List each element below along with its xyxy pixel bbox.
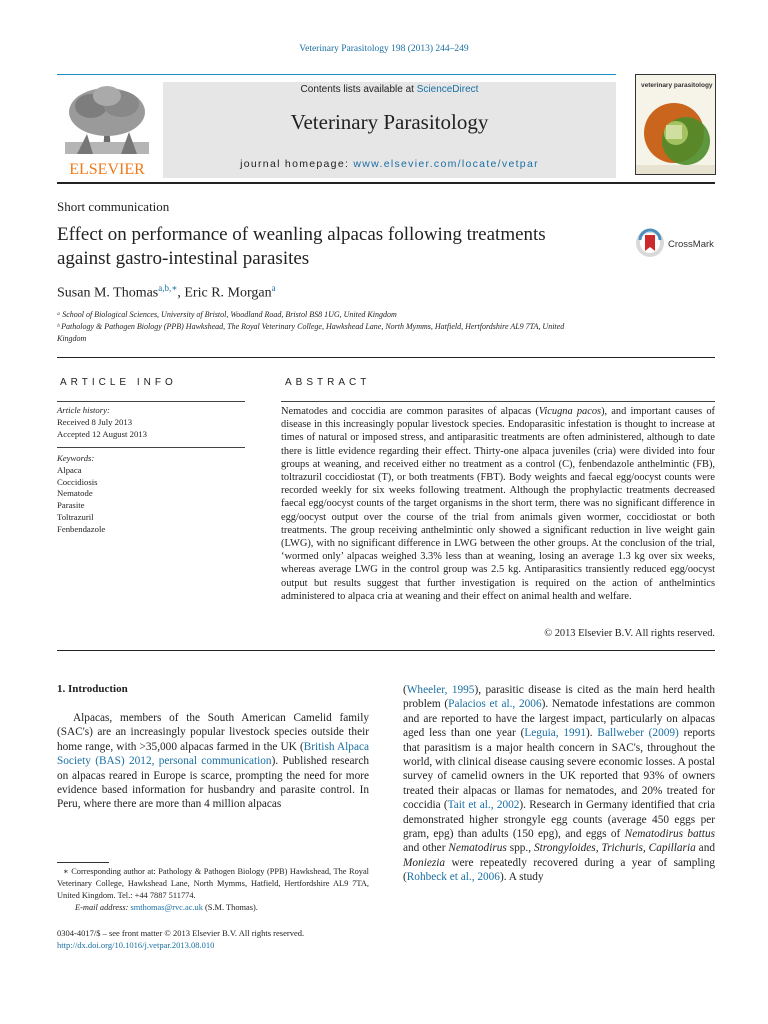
publisher-name: ELSEVIER [69,161,145,176]
keyword: Parasite [57,500,85,511]
front-matter [57,927,387,951]
intro-text: ). [586,727,598,740]
citation-link[interactable]: Tait et al., 2002 [447,799,520,812]
keyword: Alpaca [57,464,82,475]
email-label: E-mail address: [75,903,129,912]
article-title: Effect on performance of weanling alpacas following treatments against gastro-intestinal parasites [57,224,546,269]
species-name: Moniezia [403,856,446,869]
journal-cover[interactable] [635,74,716,175]
author-name: Eric R. Morgan [184,285,272,301]
masthead-rule [57,182,715,184]
email-suffix: (S.M. Thomas). [202,903,258,912]
citation-link[interactable]: Rohbeck et al., 2006 [406,871,500,884]
cover-image-icon [636,75,715,174]
elsevier-tree-icon [57,82,157,176]
journal-title: Veterinary Parasitology [290,110,489,134]
journal-citation[interactable]: Veterinary Parasitology 198 (2013) 244–249 [299,44,469,54]
crossmark-badge[interactable] [635,228,717,258]
intro-left-column [57,711,369,812]
author-name: Susan M. Thomas [57,285,159,301]
contents-line [163,84,616,95]
corresponding-author-footnote [57,866,369,914]
intro-heading: 1. Introduction [57,683,128,695]
author-separator: , [177,285,185,301]
citation-link[interactable]: Wheeler, 1995 [406,684,475,696]
intro-text: and [695,842,715,855]
homepage-link[interactable]: www.elsevier.com/locate/vetpar [353,158,539,170]
issn-line: 0304-4017/$ – see front matter © 2013 Elsevier B.V. All rights reserved. [57,928,305,938]
copyright-notice: © 2013 Elsevier B.V. All rights reserved. [544,628,715,639]
keyword: Coccidiosis [57,476,98,487]
intro-text: reports that parasitism is a major health concern in SAC's, throughout the world, with clinical disease causing severe economic losses. A postal survey of camelid owners in the UK reported that 93% of owners treated their alpacas or llamas for nematodes, and 20% treated for coccidia ( [403,727,715,812]
intro-text: ). Published research on alpacas reared in Europe is scarce, prompting the need for more evidence based information for husbandry and parasite control. In Peru, where there are more than 4 million alpacas [57,755,369,811]
species-name: Nematodirus battus [624,828,715,841]
article-type: Short communication [57,199,170,214]
elsevier-logo[interactable] [57,82,157,176]
keywords-block [57,453,105,536]
intro-text: Alpacas, members of the South American Camelid family (SAC's) are an increasingly popular livestock species outside their home range, with >35,000 alpacas farmed in the UK ( [57,712,369,753]
email-line [57,902,369,914]
citation-link[interactable]: Palacios et al., 2006 [448,698,542,711]
history-label: Article history: [57,405,110,415]
abstract-text [281,405,715,603]
author-list [57,283,276,302]
keyword: Nematode [57,488,93,499]
journal-banner [163,82,616,178]
abstract-heading: ABSTRACT [285,377,371,388]
affiliation-a: ᵃ School of Biological Sciences, University of Bristol, Woodland Road, Bristol BS8 1UG, United Kingdom [57,310,397,319]
intro-text: ). Research in Germany identified that cria demonstrated higher strongyle egg counts (average 450 eggs per gram, epg) than adults (150 epg), and eggs of [403,799,715,841]
article-info-heading: ARTICLE INFO [60,377,177,388]
abstract-rule [281,401,715,402]
species-name: Strongyloides, Trichuris, Capillaria [534,842,696,855]
footnote-rule [57,862,109,863]
cover-title: veterinary parasitology [641,82,713,89]
intro-text: ( [403,684,407,696]
contents-prefix: Contents lists available at [300,84,414,95]
citation-link[interactable]: Leguia, 1991 [524,727,586,740]
email-link[interactable]: smthomas@rvc.ac.uk [130,903,203,912]
sciencedirect-link[interactable]: ScienceDirect [416,84,479,95]
abstract-part: ), and important causes of disease in this increasingly popular livestock species. Endoparasitic infestation is thought to increase at times of natural or imposed stress, and antiparasitic treatments are often administered, although to date there is little evidence regarding their effect. Thirty-one alpaca juveniles (cria) were divided into four groups at weaning, and received either no treatment as a control (C), fenbendazole anthelmintic (FB), toltrazuril coccidiostat (T), or both treatments (FBT). Body weights and faecal egg/oocyst counts were recorded weekly for six weeks following treatment. Although the prophylactic treatments decreased faecal egg/oocyst counts of the target organisms in the short term, there was no significant difference in egg/oocyst output over the course of the trial from animals given wormer, coccidiostat or both treatments. The group receiving anthelmintic only showed a significant reduction in live weight gain (LWG), with no significant difference in LWG between the other groups. At the conclusion of the trial, ‘wormed only’ alpacas weighed 3.3% less than at weaning, losing an average 1.3 kg over six weeks, whereas average LWG in the control group was 2.5 kg. Antiparasitics transiently reduced egg/oocyst output but results suggest that further investigation is required on the action of anthelmintics administered to alpaca cria at weaning and their effect on animal health and welfare. [281,406,715,602]
author-affil-marker[interactable]: a [271,283,276,293]
intro-text: ). A study [499,871,544,884]
abstract-part: Nematodes and coccidia are common parasites of alpacas ( [281,406,539,417]
affiliations [57,309,577,345]
species-name: Nematodirus [448,842,507,855]
keywords-label: Keywords: [57,453,95,463]
crossmark-label: CrossMark [668,239,714,250]
keywords-rule [57,447,245,448]
doi-link[interactable]: http://dx.doi.org/10.1016/j.vetpar.2013.08.010 [57,940,215,950]
intro-text: were repeatedly recovered during a year of sampling ( [403,856,715,884]
homepage-prefix: journal homepage: [240,158,350,170]
species-name: Vicugna pacos [538,406,602,417]
keyword: Fenbendazole [57,523,106,534]
affiliation-b: ᵇ Pathology & Pathogen Biology (PPB) Hawkshead, The Royal Veterinary College, Hawkshead Lane, North Mymms, Hatfield, Hertfordshire AL9 7TA, United Kingdom [57,322,565,343]
citation-link[interactable]: British Alpaca Society (BAS) 2012, personal communication [57,740,370,768]
homepage-line [163,158,616,170]
header-rule [57,74,616,75]
intro-text: ). Nematode infestations are common and are reported to have the largest impact, particularly on alpacas aged less than one year ( [403,698,715,740]
intro-text: ), parasitic disease is cited as the main herd health problem ( [403,684,716,711]
article-history [57,404,245,440]
abstract-end-rule [57,650,715,651]
section-rule [57,357,715,358]
keyword: Toltrazuril [57,511,94,522]
footnote-text: ∗ Corresponding author at: Pathology & Pathogen Biology (PPB) Hawkshead, The Royal Veterinary College, Hawkshead Lane, North Mymms, Hatfield, Hertfordshire AL9 7TA, United Kingdom. Tel.: +44 7887 511774. [57,867,369,900]
accepted-date: Accepted 12 August 2013 [57,429,147,439]
intro-right-column [403,683,715,885]
received-date: Received 8 July 2013 [57,417,133,427]
crossmark-icon [635,228,717,258]
info-rule [57,401,245,402]
intro-text: spp., [506,842,534,855]
citation-link[interactable]: Ballweber (2009) [597,727,679,740]
intro-text: and other [403,842,449,855]
author-affil-marker[interactable]: a,b,∗ [158,283,178,293]
